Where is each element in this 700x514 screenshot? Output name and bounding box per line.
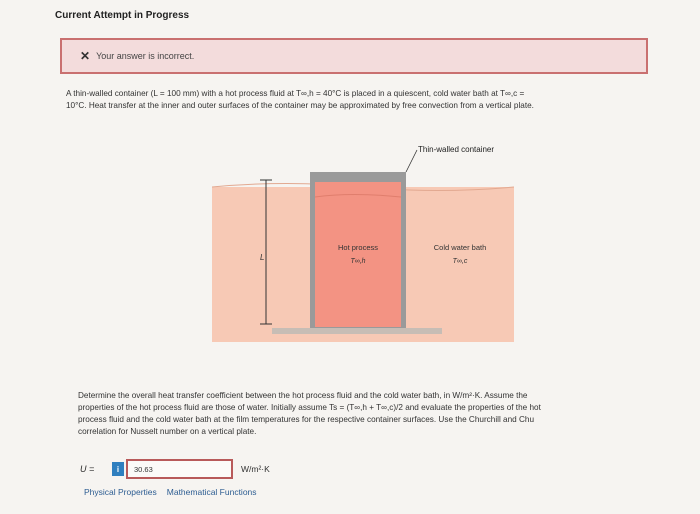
- error-banner: [60, 38, 648, 74]
- hot-fluid-region: [315, 182, 401, 327]
- container-leader-line: [406, 150, 417, 172]
- hot-process-label: Hot process: [337, 243, 379, 252]
- cold-bath-label: Cold water bath: [433, 243, 487, 252]
- question-line-4: correlation for Nusselt number on a vertical plate.: [78, 427, 257, 436]
- answer-unit: W/m²·K: [241, 464, 270, 474]
- container-diagram: [212, 142, 514, 342]
- physical-properties-link[interactable]: Physical Properties: [84, 487, 157, 497]
- length-label: L: [260, 253, 265, 262]
- error-message: Your answer is incorrect.: [96, 51, 195, 61]
- problem-statement: [66, 88, 646, 112]
- page-title: Current Attempt in Progress: [55, 10, 190, 21]
- info-icon[interactable]: i: [112, 462, 124, 476]
- container-base: [272, 328, 442, 334]
- cold-symbol: T∞,c: [452, 258, 468, 265]
- container-label: Thin-walled container: [418, 145, 495, 154]
- problem-line-2: 10°C. Heat transfer at the inner and outer surfaces of the container may be approximated by free convection from a vertical plate.: [66, 101, 534, 110]
- question-text: [78, 390, 638, 438]
- hot-symbol: T∞,h: [350, 258, 366, 265]
- problem-line-1: A thin-walled container (L = 100 mm) with a hot process fluid at T∞,h = 40°C is placed in a quiescent, cold water bath at T∞,c =: [66, 89, 525, 98]
- answer-input[interactable]: [126, 459, 233, 479]
- answer-label: U =: [80, 464, 95, 474]
- question-line-2: properties of the hot process fluid are those of water. Initially assume Ts = (T∞,h + T∞,c)/2 and evaluate the properties of the hot: [78, 403, 541, 412]
- close-icon: ✕: [80, 49, 91, 63]
- question-line-3: process fluid and the cold water bath at the film temperatures for the respective container surfaces. Use the Churchill and Chu: [78, 415, 535, 424]
- question-line-1: Determine the overall heat transfer coefficient between the hot process fluid and the cold water bath, in W/m²·K. Assume the: [78, 391, 528, 400]
- answer-row: [80, 459, 270, 479]
- mathematical-functions-link[interactable]: Mathematical Functions: [166, 487, 257, 497]
- resource-links: [84, 487, 257, 497]
